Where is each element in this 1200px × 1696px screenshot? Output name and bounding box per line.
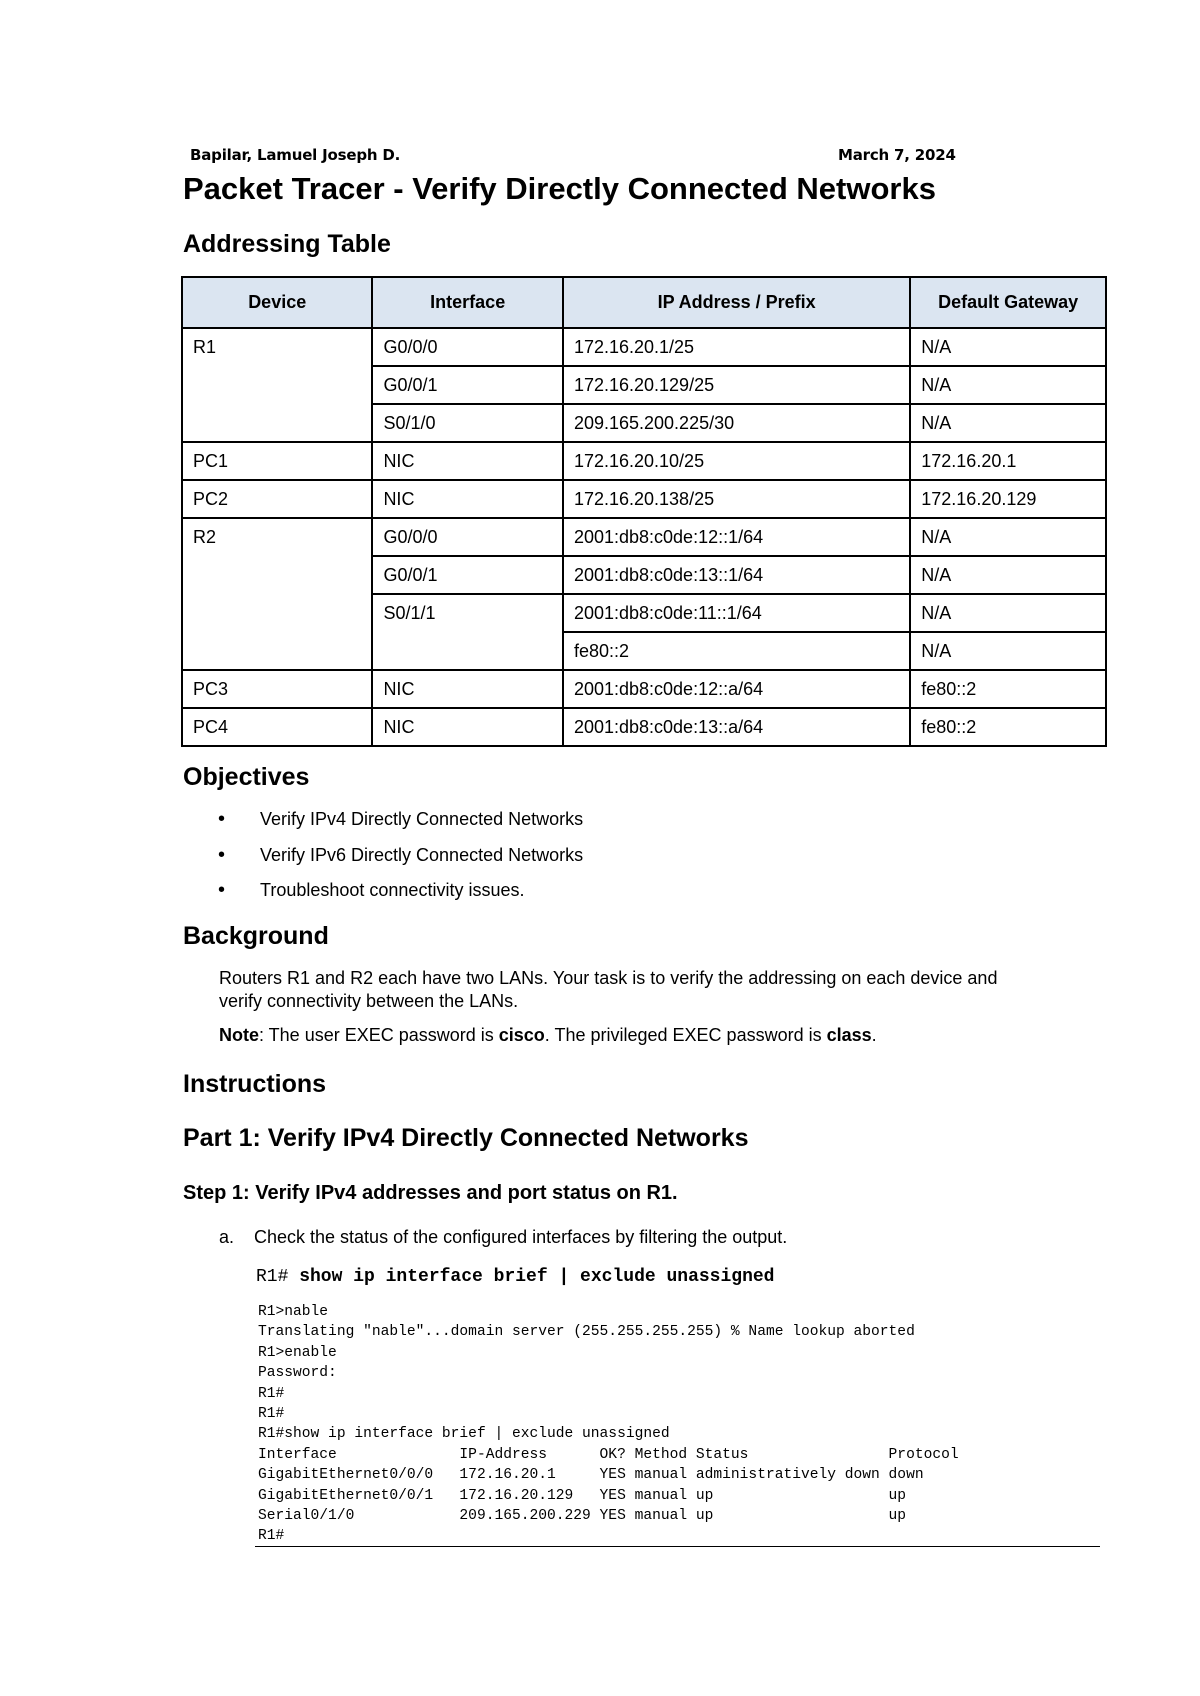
table-header-row bbox=[182, 277, 1106, 328]
gateway-cell: 172.16.20.129 bbox=[910, 480, 1106, 518]
device-cell bbox=[182, 556, 372, 594]
ip-cell: 172.16.20.10/25 bbox=[563, 442, 910, 480]
gateway-cell: N/A bbox=[910, 366, 1106, 404]
ip-cell: 2001:db8:c0de:12::a/64 bbox=[563, 670, 910, 708]
note-password-cisco: cisco bbox=[498, 1025, 545, 1045]
ip-cell: 172.16.20.129/25 bbox=[563, 366, 910, 404]
note-label: Note bbox=[219, 1025, 259, 1045]
ip-cell: 209.165.200.225/30 bbox=[563, 404, 910, 442]
ip-cell: 2001:db8:c0de:13::a/64 bbox=[563, 708, 910, 746]
interface-cell: NIC bbox=[372, 670, 563, 708]
interface-cell: NIC bbox=[372, 708, 563, 746]
column-header: Interface bbox=[372, 277, 563, 328]
table-row bbox=[182, 632, 1106, 670]
table-row bbox=[182, 708, 1106, 746]
table-row bbox=[182, 670, 1106, 708]
step-a-text: Check the status of the configured interfaces by filtering the output. bbox=[254, 1227, 788, 1247]
ip-cell: 2001:db8:c0de:12::1/64 bbox=[563, 518, 910, 556]
ip-cell: 172.16.20.1/25 bbox=[563, 328, 910, 366]
ip-cell: 2001:db8:c0de:11::1/64 bbox=[563, 594, 910, 632]
interface-cell: G0/0/0 bbox=[372, 328, 563, 366]
part1-heading: Part 1: Verify IPv4 Directly Connected Networks bbox=[183, 1124, 749, 1152]
gateway-cell: N/A bbox=[910, 556, 1106, 594]
ip-cell: 172.16.20.138/25 bbox=[563, 480, 910, 518]
interface-cell: G0/0/1 bbox=[372, 556, 563, 594]
note-text: : The user EXEC password is bbox=[259, 1025, 499, 1045]
step-a bbox=[219, 1227, 787, 1248]
device-cell: R2 bbox=[182, 518, 372, 556]
ip-cell: fe80::2 bbox=[563, 632, 910, 670]
background-heading: Background bbox=[183, 922, 329, 950]
table-row bbox=[182, 480, 1106, 518]
objectives-heading: Objectives bbox=[183, 763, 310, 791]
gateway-cell: N/A bbox=[910, 594, 1106, 632]
document-date: March 7, 2024 bbox=[838, 146, 956, 164]
note-text: . bbox=[871, 1025, 877, 1045]
device-cell bbox=[182, 594, 372, 632]
table-row bbox=[182, 328, 1106, 366]
interface-cell: G0/0/1 bbox=[372, 366, 563, 404]
device-cell: PC4 bbox=[182, 708, 372, 746]
device-cell: PC3 bbox=[182, 670, 372, 708]
terminal-bottom-rule bbox=[255, 1546, 1100, 1547]
column-header: Device bbox=[182, 277, 372, 328]
objectives-list bbox=[215, 806, 583, 913]
table-row bbox=[182, 556, 1106, 594]
author-name: Bapilar, Lamuel Joseph D. bbox=[190, 146, 401, 164]
table-row bbox=[182, 594, 1106, 632]
device-cell: PC2 bbox=[182, 480, 372, 518]
command-line bbox=[256, 1267, 775, 1287]
table-row bbox=[182, 442, 1106, 480]
gateway-cell: N/A bbox=[910, 632, 1106, 670]
device-cell bbox=[182, 404, 372, 442]
table-row bbox=[182, 366, 1106, 404]
list-item: • Troubleshoot connectivity issues. bbox=[215, 877, 583, 913]
page-title: Packet Tracer - Verify Directly Connected Networks bbox=[183, 171, 936, 206]
device-cell: R1 bbox=[182, 328, 372, 366]
terminal-output: R1>nable Translating "nable"...domain server (255.255.255.255) % Name lookup aborted R1>enable Password: R1# R1# R1#show ip interface brief | exclude unassigned Interface IP-Address OK? Method Status Protocol GigabitEthernet0/0/0 172.16.20.1 YES manual administratively down down GigabitEthernet0/0/1 172.16.20.129 YES manual up up Serial0/1/0 209.165.200.229 YES manual up up R1# bbox=[258, 1304, 959, 1545]
step1-heading: Step 1: Verify IPv4 addresses and port status on R1. bbox=[183, 1182, 678, 1204]
gateway-cell: fe80::2 bbox=[910, 708, 1106, 746]
list-item: • Verify IPv6 Directly Connected Networks bbox=[215, 842, 583, 878]
interface-cell: NIC bbox=[372, 442, 563, 480]
note-paragraph bbox=[219, 1024, 1019, 1047]
device-cell bbox=[182, 632, 372, 670]
command-prompt: R1# bbox=[256, 1267, 289, 1287]
column-header: IP Address / Prefix bbox=[563, 277, 910, 328]
interface-cell: NIC bbox=[372, 480, 563, 518]
addressing-table-heading: Addressing Table bbox=[183, 230, 391, 258]
command-text: show ip interface brief | exclude unassigned bbox=[288, 1267, 775, 1287]
gateway-cell: 172.16.20.1 bbox=[910, 442, 1106, 480]
interface-cell bbox=[372, 632, 563, 670]
interface-cell: S0/1/1 bbox=[372, 594, 563, 632]
device-cell bbox=[182, 366, 372, 404]
interface-cell: G0/0/0 bbox=[372, 518, 563, 556]
background-paragraph: Routers R1 and R2 each have two LANs. Your task is to verify the addressing on each device and verify connectivity between the LANs. bbox=[219, 968, 998, 1011]
step-a-label: a. bbox=[219, 1227, 235, 1247]
note-password-class: class bbox=[826, 1025, 872, 1045]
instructions-heading: Instructions bbox=[183, 1070, 327, 1098]
table-row bbox=[182, 518, 1106, 556]
gateway-cell: N/A bbox=[910, 404, 1106, 442]
list-item: • Verify IPv4 Directly Connected Networks bbox=[215, 806, 583, 842]
device-cell: PC1 bbox=[182, 442, 372, 480]
ip-cell: 2001:db8:c0de:13::1/64 bbox=[563, 556, 910, 594]
addressing-table bbox=[181, 276, 1107, 747]
gateway-cell: N/A bbox=[910, 518, 1106, 556]
note-text: . The privileged EXEC password is bbox=[544, 1025, 827, 1045]
column-header: Default Gateway bbox=[910, 277, 1106, 328]
gateway-cell: fe80::2 bbox=[910, 670, 1106, 708]
interface-cell: S0/1/0 bbox=[372, 404, 563, 442]
gateway-cell: N/A bbox=[910, 328, 1106, 366]
table-row bbox=[182, 404, 1106, 442]
